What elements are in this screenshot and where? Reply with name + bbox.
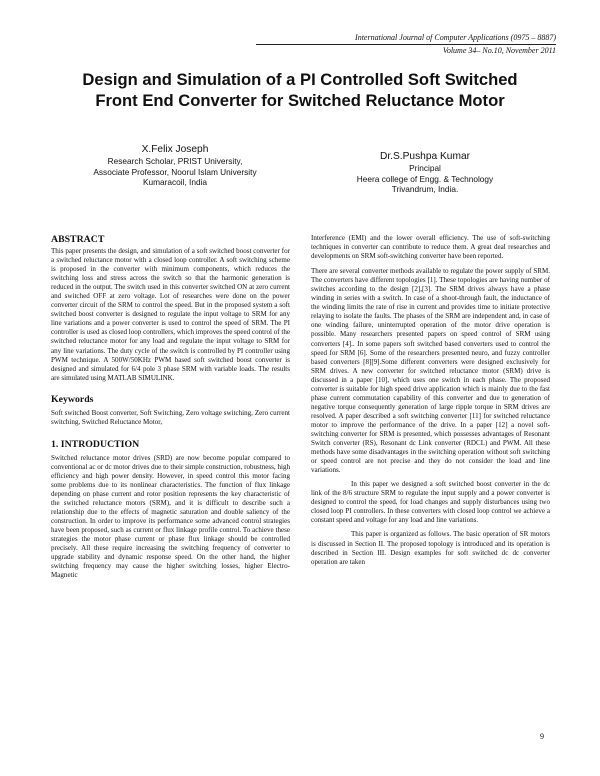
body-paragraph: In this paper we designed a soft switched boost converter in the dc link of the 8/6 structure SRM to regulate the input supply and a power converter is designed to control the speed, for load changes and supply disturbances using two closed loop PI controllers. In these converters with closed loop control we achieve a constant speed and voltage for any load and line variations. [311,480,550,525]
author-affiliation-line: Associate Professor, Noorul Islam University [93,166,257,177]
author-name: Dr.S.Pushpa Kumar [379,151,471,162]
author-affiliation-line: Research Scholar, PRIST University, [107,156,243,166]
author-affiliation-line: Heera college of Engg. & Technology [356,173,494,184]
journal-name: International Journal of Computer Applications (0975 – 8887) [355,33,556,42]
keywords-heading: Keywords [51,393,94,405]
author-name: X.Felix Joseph [141,144,209,155]
journal-volume: Volume 34– No.10, November 2011 [442,46,556,55]
body-paragraph: This paper is organized as follows. The basic operation of SR motors is discussed in Section II. The proposed topology is introduced and its operation is described in Section III. Design examples for soft switched dc dc converter operation are taken [311,530,550,566]
abstract-text: This paper presents the design, and simulation of a soft switched boost converter for a switched reluctance motor with a closed loop controller. A soft switching scheme is proposed in the converter with minimum components, which reduces the switching loss and stress across the switch so that the harmonic generation is reduced in the output. The switch used in this converter switched ON at zero current and switched OFF at zero voltage. Lot of researches were done on the power converter circuit of the SRM to control the speed. But in the proposed system a soft switched boost converter is designed to regulate the input voltage to SRM for any line variations and a power converter is used to control the speed of SRM. The PI controller is used as closed loop controllers, which improves the speed control of the switched reluctance motor for any load and regulate the input voltage to SRM for any line variations. The duty cycle of the switch is controlled by PI controller using PWM technique. A 500W/50KHz PWM based soft switched boost converter is designed and simulated for 6/4 pole 3 phase SRM with variable loads. The results are simulated using MATLAB SIMULINK. [51,247,290,382]
page-number: 9 [540,732,544,741]
right-column [311,234,550,572]
title-line-2: Front End Converter for Switched Reluctance Motor [95,91,505,110]
introduction-text: Switched reluctance motor drives (SRD) are now become popular compared to conventional ac or dc motor drives due to their simple construction, robustness, high efficiency and high power density. However, in speed control this motor facing some problems due to its nonlinear characteristics. The function of flux linkage depending on phase current and rotor position represents the key characteristic of the switched reluctance motors (SRM), and it is difficult to describe such a relationship due to the effects of magnetic saturation and double saliency of the construction. In order to improve its performance some advanced control strategies have been proposed, such as current or flux linkage profile control. To achieve these strategies the motor phase current or phase flux linkage should be controlled precisely. All these require increasing the switching frequency of converter to upgrade stability and dynamic response speed. On the other hand, the higher switching frequency may cause the higher switching losses, higher Electro-Magnetic [51,453,290,580]
keywords-text: Soft switched Boost converter, Soft Switching, Zero voltage switching, Zero current switching, Switched Reluctance Motor, [51,408,290,426]
author-block-1 [40,143,310,188]
left-column [51,234,290,585]
journal-header [256,33,556,56]
author-affiliation-line: Kumaracoil, India [142,177,208,188]
author-block-2 [300,150,550,195]
paper-title [40,69,560,111]
body-paragraph: There are several converter methods available to regulate the power supply of SRM. The converters have different topologies [1]. These topologies are having number of switches according to the design [2],[3]. The SRM drives always have a phase winding in series with a switch. In case of a shoot-through fault, the inductance of the winding limits the rate of rise in current and provides time to initiate protective relaying to isolate the faults. The phases of the SRM are independent and, in case of one winding failure, uninterrupted operation of the motor drive operation is possible. Many researchers presented papers on speed control of SRM using converters [4].. In some papers soft switched based converters used to control the speed for SRM [6]. Some of the researchers presented neuro, and fuzzy controller based converters [8][9].Some different converters were designed exclusively for SRM drives. A new converter for switched reluctance motor (SRM) drive is discussed in a paper [10], which uses one switch in each phase. The proposed converter is suitable for high speed drive application which is mainly due to the fast phase current commutation capability of this converter and due to generation of negative torque consequently generation of large ripple torque in SRM drives are resolved. A paper described a soft switching converter [11] for switched reluctance motor to improve the performance of the drive. In a paper [12] a novel soft-switching converter for SRM is presented, which possesses advantages of Resonant Switch converter (RS), Resonant dc Link converter (RDCL) and PWM. All these methods have some disadvantages in the switching operation without soft switching or speed control are not precise and they do not consider the load and line variations. [311,267,550,475]
abstract-heading: ABSTRACT [51,234,105,245]
body-paragraph: Interference (EMI) and the lower overall efficiency. The use of soft-switching techniques in converter can contribute to reduce them. A great deal researches and developments on SRM soft-switching converter have been reported. [311,234,550,261]
introduction-heading: 1. INTRODUCTION [51,438,140,450]
author-affiliation-line: Trivandrum, India. [391,184,459,195]
author-affiliation-line: Principal [409,163,441,173]
title-line-1: Design and Simulation of a PI Controlled Soft Switched [82,70,518,89]
header-rule [256,44,556,45]
